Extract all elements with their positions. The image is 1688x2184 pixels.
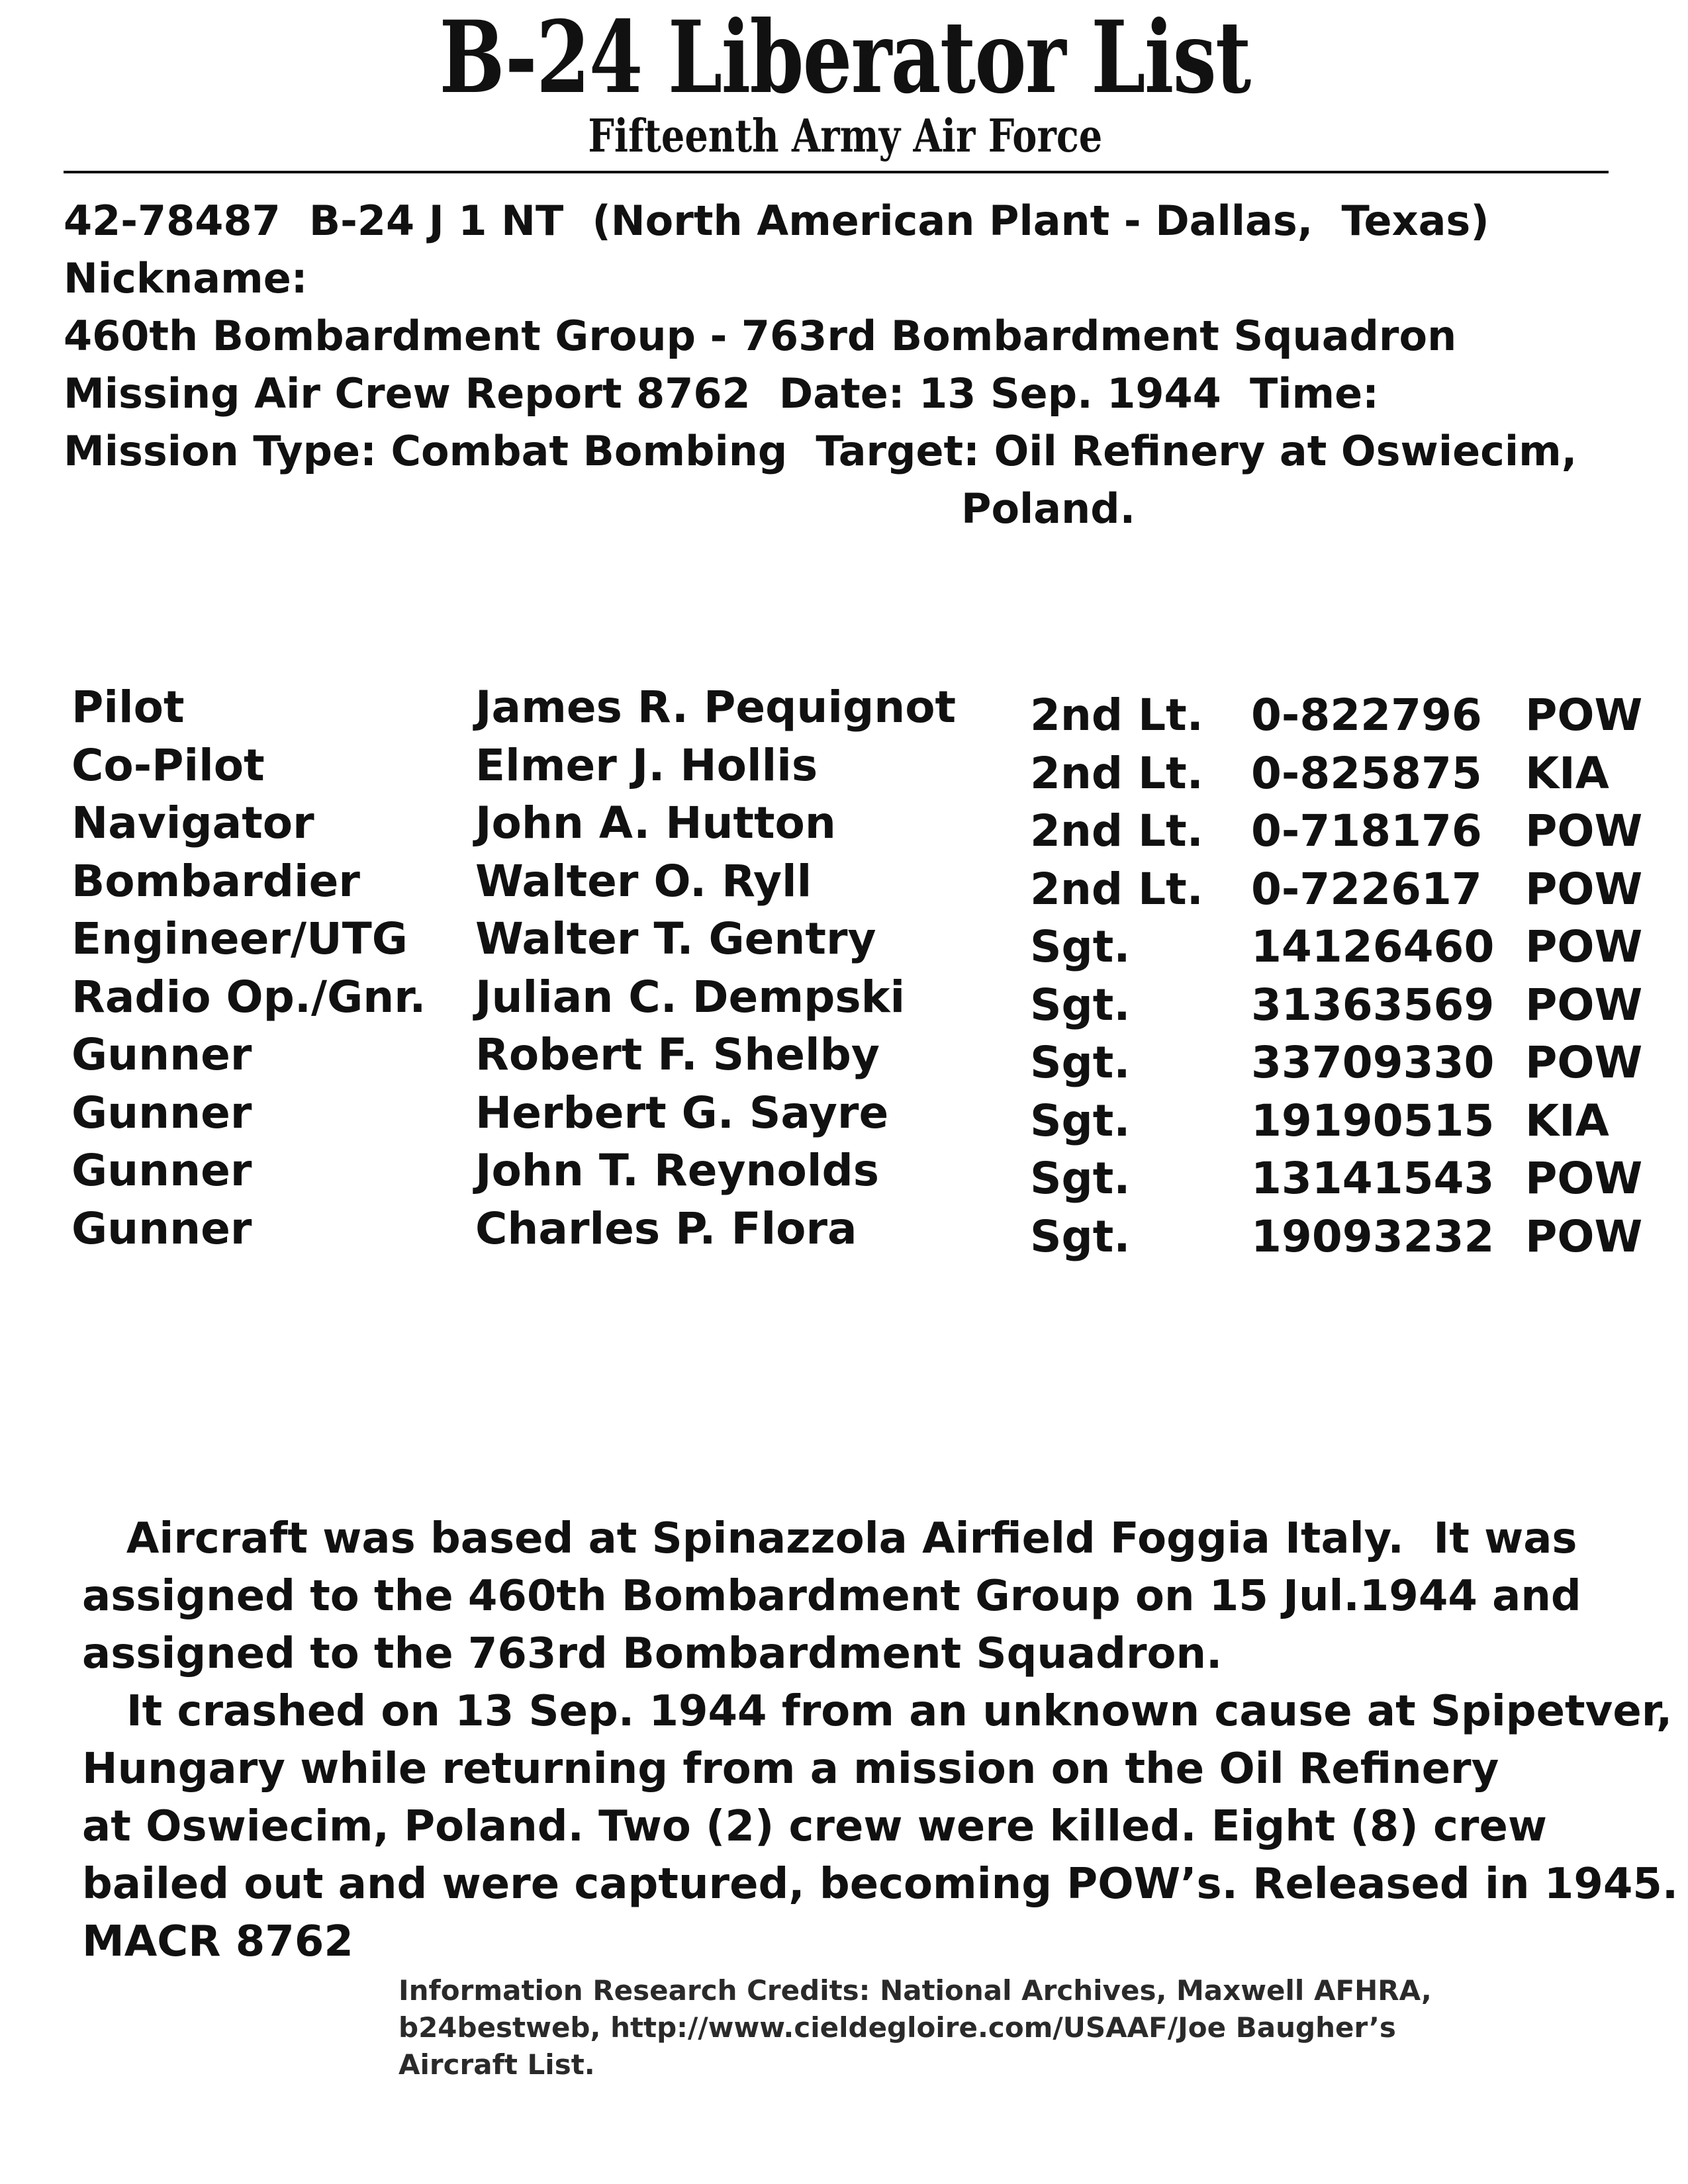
narrative-line: assigned to the 763rd Bombardment Squadron.	[82, 1629, 1223, 1678]
page-subtitle: Fifteenth Army Air Force	[588, 110, 1103, 163]
header-divider	[64, 171, 1609, 173]
aircraft-macr-line: Missing Air Crew Report 8762 Date: 13 Sep. 1944 Time:	[64, 369, 1379, 418]
crew-status: POW	[1525, 1037, 1643, 1088]
crew-rank: 2nd Lt.	[1030, 690, 1203, 741]
crew-rank: 2nd Lt.	[1030, 747, 1203, 799]
crew-serial: 19190515	[1251, 1095, 1495, 1146]
credits-line: b24bestweb, http://www.cieldegloire.com/USAAF/Joe Baugher’s	[399, 2011, 1396, 2044]
crew-name: Walter T. Gentry	[475, 913, 876, 964]
crew-role: Radio Op./Gnr.	[71, 971, 426, 1023]
crew-status: POW	[1525, 979, 1643, 1030]
crew-status: POW	[1525, 863, 1643, 915]
crew-name: Elmer J. Hollis	[475, 739, 818, 791]
crew-status: POW	[1525, 1153, 1643, 1204]
credits-line: Aircraft List.	[399, 2048, 595, 2081]
crew-name: Charles P. Flora	[475, 1203, 857, 1254]
crew-role: Bombardier	[71, 855, 360, 907]
crew-rank: 2nd Lt.	[1030, 805, 1203, 856]
crew-status: KIA	[1525, 1095, 1609, 1146]
aircraft-mission-line: Mission Type: Combat Bombing Target: Oil Refinery at Oswiecim,	[64, 427, 1577, 475]
narrative-line: assigned to the 460th Bombardment Group on 15 Jul.1944 and	[82, 1572, 1581, 1621]
narrative	[82, 1510, 1679, 1971]
crew-name: Walter O. Ryll	[475, 855, 812, 907]
narrative-line: at Oswiecim, Poland. Two (2) crew were killed. Eight (8) crew	[82, 1802, 1547, 1851]
crew-role: Gunner	[71, 1087, 252, 1138]
crew-name: Robert F. Shelby	[475, 1029, 880, 1080]
crew-name: John T. Reynolds	[475, 1145, 879, 1196]
crew-rank: Sgt.	[1030, 1037, 1131, 1088]
crew-name: Herbert G. Sayre	[475, 1087, 889, 1138]
crew-role: Pilot	[71, 682, 185, 733]
crew-status: POW	[1525, 690, 1643, 741]
crew-status: POW	[1525, 1210, 1643, 1262]
aircraft-serial-line: 42-78487 B-24 J 1 NT (North American Plant - Dallas, Texas)	[64, 197, 1489, 245]
crew-serial: 0-718176	[1251, 805, 1482, 856]
crew-status: POW	[1525, 921, 1643, 972]
crew-serial: 0-722617	[1251, 863, 1482, 915]
narrative-line: bailed out and were captured, becoming POW’s. Released in 1945.	[82, 1860, 1679, 1909]
page-title: B-24 Liberator List	[439, 0, 1250, 116]
crew-rank: Sgt.	[1030, 1153, 1131, 1204]
narrative-line: Hungary while returning from a mission on the Oil Refinery	[82, 1745, 1499, 1794]
crew-name: John A. Hutton	[475, 797, 836, 848]
aircraft-nickname-line: Nickname:	[64, 254, 308, 302]
crew-serial: 31363569	[1251, 979, 1495, 1030]
crew-name: Julian C. Dempski	[475, 971, 906, 1023]
aircraft-unit-line: 460th Bombardment Group - 763rd Bombardment Squadron	[64, 312, 1457, 360]
crew-role: Gunner	[71, 1029, 252, 1080]
research-credits	[399, 1972, 1432, 2083]
crew-role: Gunner	[71, 1145, 252, 1196]
crew-status: POW	[1525, 805, 1643, 856]
aircraft-mission-line-cont: Poland.	[961, 484, 1136, 533]
crew-role: Co-Pilot	[71, 739, 265, 791]
crew-serial: 0-825875	[1251, 747, 1482, 799]
crew-serial: 19093232	[1251, 1210, 1495, 1262]
crew-rank: Sgt.	[1030, 921, 1131, 972]
crew-role: Engineer/UTG	[71, 913, 408, 964]
crew-rank: Sgt.	[1030, 979, 1131, 1030]
crew-serial: 33709330	[1251, 1037, 1495, 1088]
crew-serial: 14126460	[1251, 921, 1495, 972]
crew-role: Gunner	[71, 1203, 252, 1254]
crew-name: James R. Pequignot	[475, 682, 957, 733]
crew-serial: 13141543	[1251, 1153, 1495, 1204]
crew-serial: 0-822796	[1251, 690, 1482, 741]
narrative-line: MACR 8762	[82, 1917, 353, 1966]
narrative-line: Aircraft was based at Spinazzola Airfield Foggia Italy. It was	[82, 1514, 1577, 1563]
narrative-line: It crashed on 13 Sep. 1944 from an unknown cause at Spipetver,	[82, 1687, 1673, 1736]
crew-status: KIA	[1525, 747, 1609, 799]
crew-rank: Sgt.	[1030, 1210, 1131, 1262]
crew-rank: 2nd Lt.	[1030, 863, 1203, 915]
crew-role: Navigator	[71, 797, 314, 848]
credits-line: Information Research Credits: National Archives, Maxwell AFHRA,	[399, 1974, 1432, 2007]
crew-rank: Sgt.	[1030, 1095, 1131, 1146]
aircraft-info	[64, 192, 1639, 537]
